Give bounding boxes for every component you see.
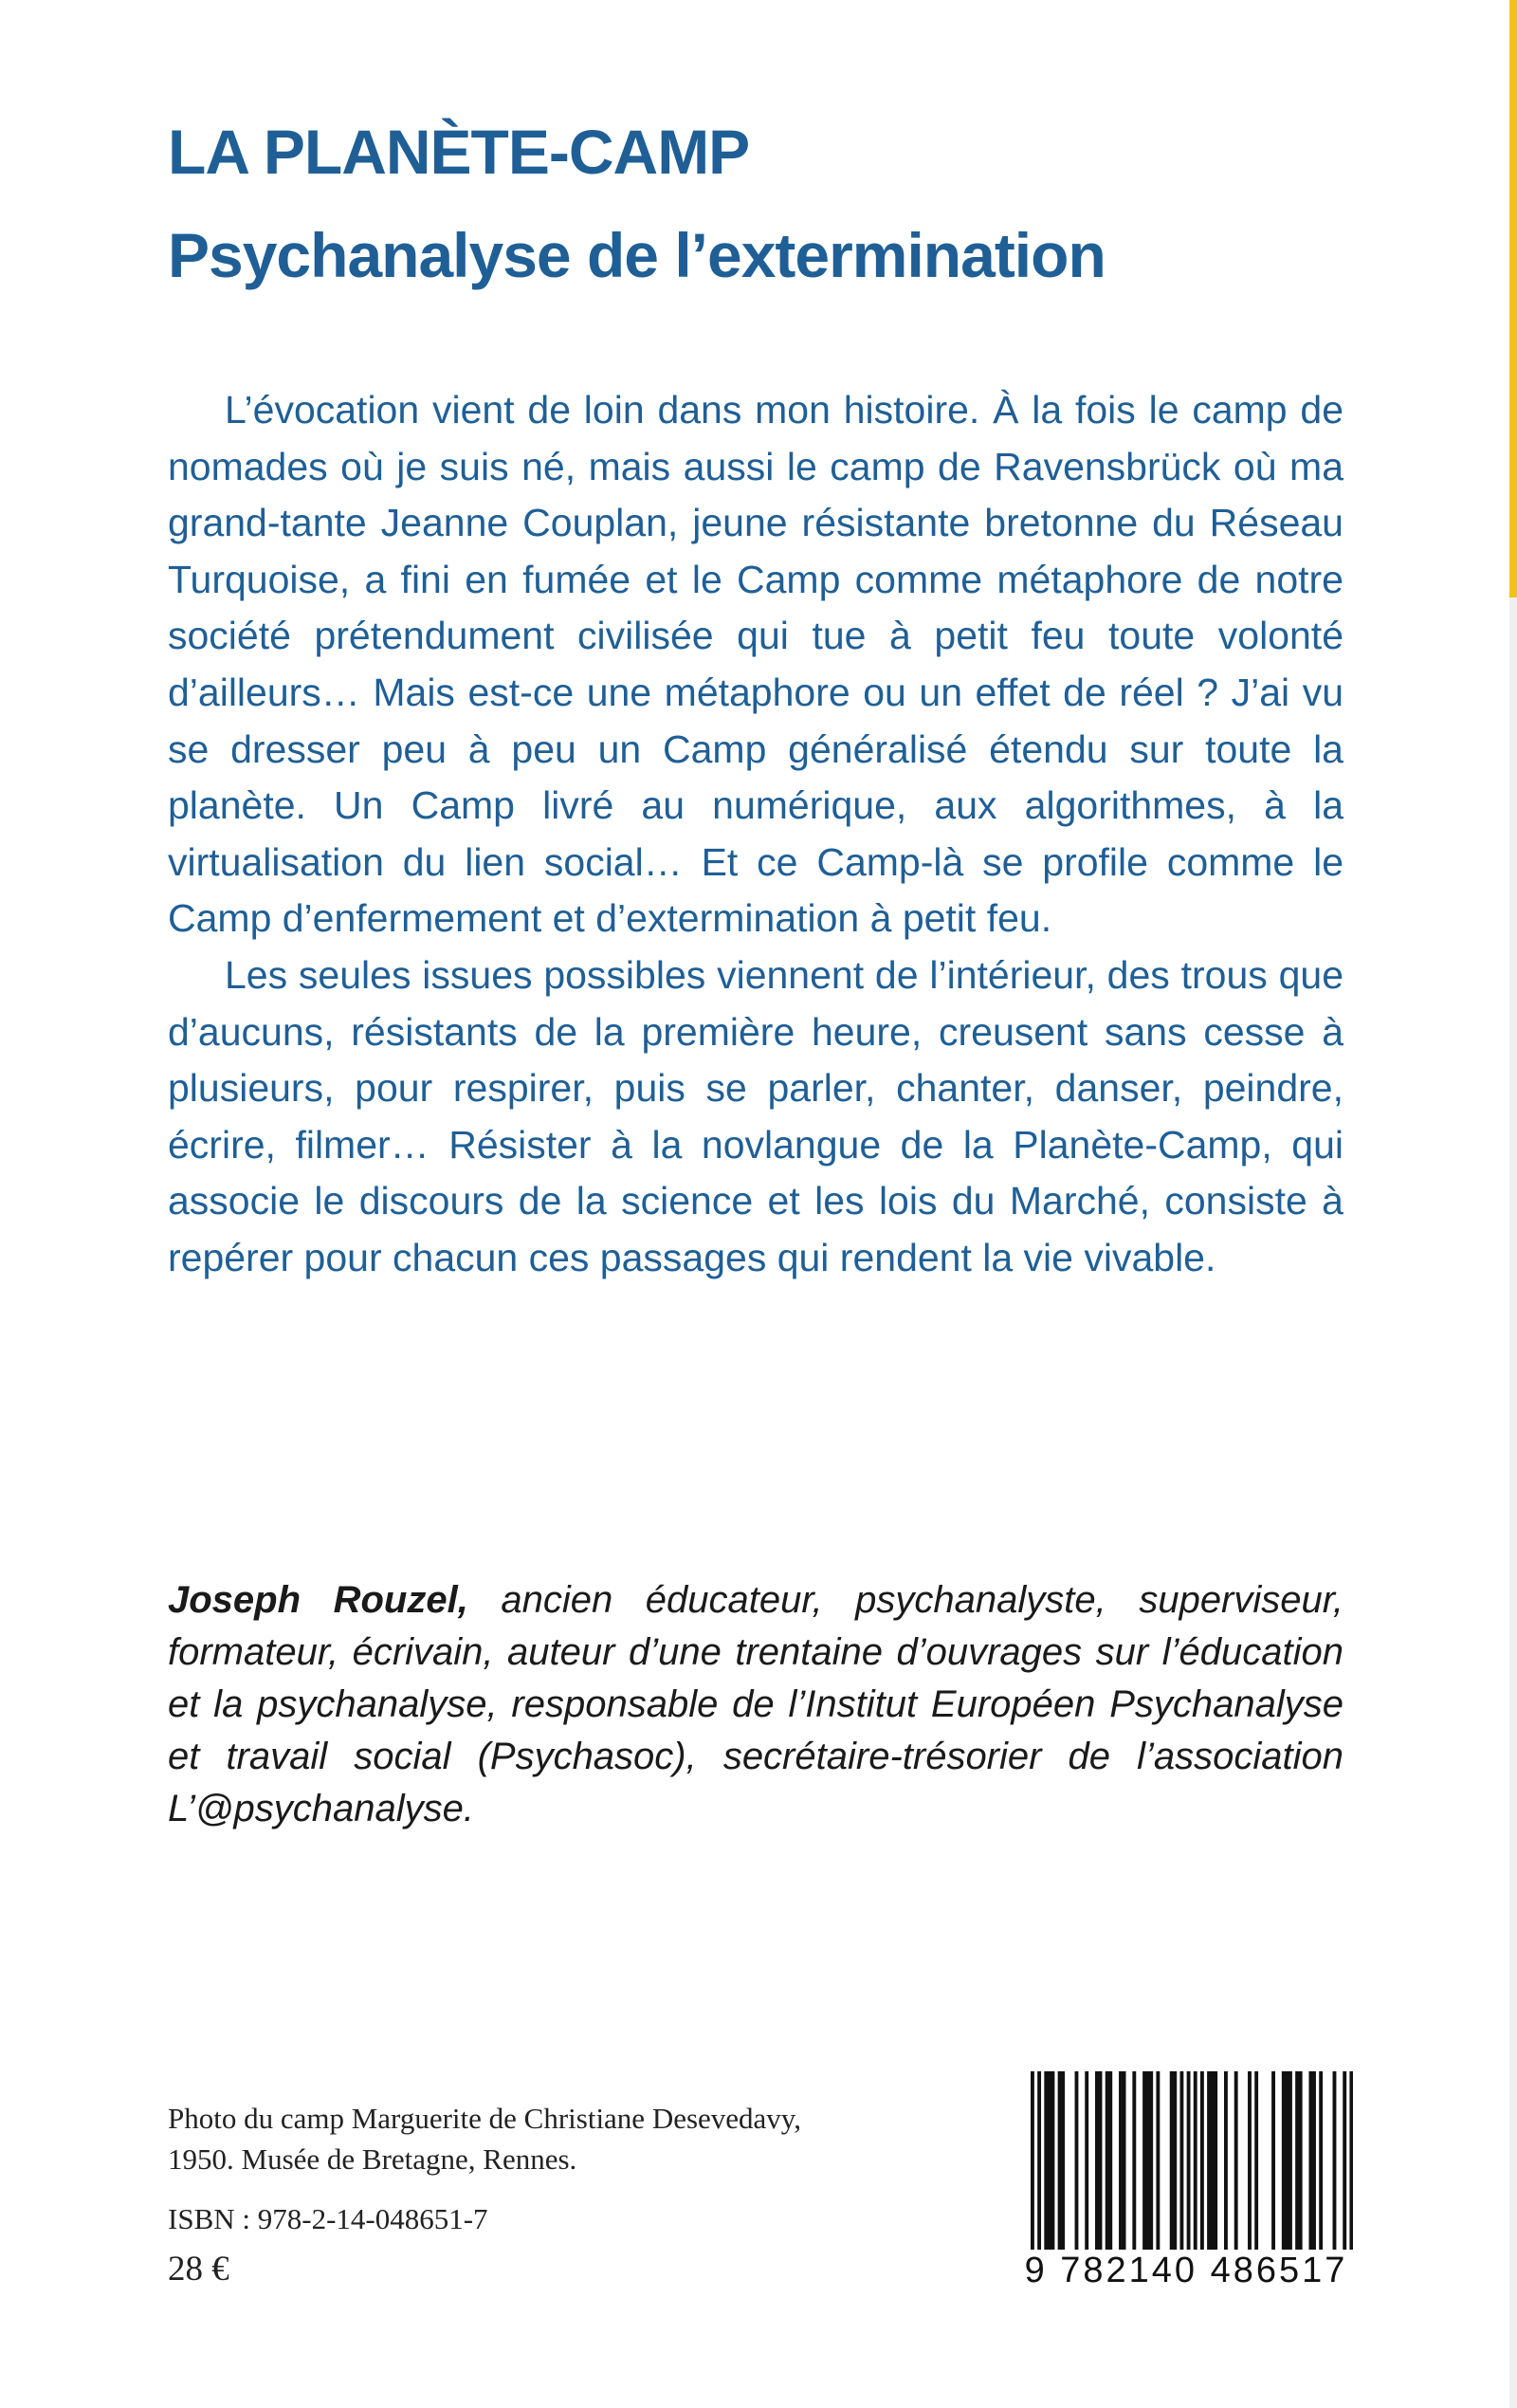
barcode-bar [1187, 2071, 1191, 2250]
barcode-bar [1349, 2071, 1353, 2250]
barcode-digits: 9 782140 486517 [1024, 2251, 1348, 2290]
spine-accent-stripe [1509, 0, 1517, 597]
barcode-bar [1285, 2071, 1289, 2250]
price: 28 € [168, 2250, 229, 2289]
barcode-bar [1224, 2071, 1228, 2250]
barcode-bar [1282, 2071, 1286, 2250]
barcode-bar [1299, 2071, 1303, 2250]
barcode-bar [1200, 2071, 1204, 2250]
barcode-bar [1333, 2071, 1337, 2250]
barcode-bar [1037, 2071, 1041, 2250]
photo-credit: Photo du camp Marguerite de Christiane Desevedavy, 1950. Musée de Bretagne, Rennes. [168, 2102, 802, 2176]
book-title: LA PLANÈTE-CAMP [168, 117, 750, 187]
barcode-bar [1108, 2071, 1112, 2250]
barcode-bar [1179, 2071, 1183, 2250]
barcode-bar [1044, 2071, 1048, 2250]
barcode-bar [1312, 2071, 1316, 2250]
barcode-bar [1295, 2071, 1299, 2250]
barcode-bar [1142, 2071, 1146, 2250]
barcode-bar [1119, 2071, 1123, 2250]
barcode-bar [1194, 2071, 1197, 2250]
barcode-bar [1214, 2071, 1217, 2250]
barcode-bar [1343, 2071, 1346, 2250]
barcode-bar [1058, 2071, 1062, 2250]
summary-paragraph: L’évocation vient de loin dans mon histoire. À la fois le camp de nomades où je suis né, mais aussi le camp de Ravensbrück où ma grand-tante Jeanne Couplan, jeune résistante bretonne du Réseau Turquoise, a fini en fumée et le Camp comme métaphore de notre société prétendument civilisée qui tue à petit feu toute volonté d’ailleurs… Mais est-ce une métaphore ou un effet de réel ? J’ai vu se dresser peu à peu un Camp généralisé étendu sur toute la planète. Un Camp livré au numérique, aux algorithmes, à la virtualisation du lien social… Et ce Camp-là se profile comme le Camp d’enfermement et d’extermination à petit feu. [168, 388, 1343, 941]
barcode-bar [1271, 2071, 1275, 2250]
author-name: Joseph Rouzel, [168, 1579, 468, 1621]
barcode-bar [1146, 2071, 1150, 2250]
barcode-bar [1308, 2071, 1312, 2250]
barcode-bar [1149, 2071, 1153, 2250]
barcode-bar [1254, 2071, 1258, 2250]
barcode-bar [1319, 2071, 1323, 2250]
book-subtitle: Psychanalyse de l’extermination [168, 220, 1106, 290]
barcode-bar [1156, 2071, 1160, 2250]
barcode-bar [1123, 2071, 1126, 2250]
barcode-bar [1099, 2071, 1103, 2250]
summary-paragraph: Les seules issues possibles viennent de l’intérieur, des trous que d’aucuns, résistants de la première heure, creusent sans cesse à plusieurs, pour respirer, puis se parler, chanter, danser, peindre, écrire, filmer… Résister à la novlangue de la Planète-Camp, qui associe le discours de la science et les lois du Marché, consiste à repérer pour chacun ces passages qui rendent la vie vivable. [168, 952, 1343, 1279]
barcode-bar [1211, 2071, 1215, 2250]
barcode-bar [1170, 2071, 1174, 2250]
author-biography [168, 1574, 1343, 1835]
isbn: ISBN : 978-2-14-048651-7 [168, 2202, 488, 2235]
barcode-bar [1095, 2071, 1099, 2250]
barcode-bar [1132, 2071, 1136, 2250]
barcode-bar [1248, 2071, 1252, 2250]
barcode-bar [1234, 2071, 1238, 2250]
barcode-bar [1048, 2071, 1051, 2250]
barcode-bar [1031, 2071, 1034, 2250]
barcode-bar [1051, 2071, 1054, 2250]
barcode-bar [1085, 2071, 1088, 2250]
barcode-bar [1075, 2071, 1079, 2250]
barcode-bars [1031, 2071, 1353, 2250]
barcode-bar [1173, 2071, 1177, 2250]
barcode-bar [1207, 2071, 1211, 2250]
author-bio-text: ancien éducateur, psychanalyste, superviseur, formateur, écrivain, auteur d’une trentaine d’ouvrages sur l’éducation et la psychanalyse, responsable de l’Institut Européen Psychanalyse et travail social (Psychasoc), secrétaire-trésorier de l’association L’@psychanalyse. [168, 1579, 1343, 1829]
barcode-bar [1289, 2071, 1292, 2250]
barcode [1008, 2071, 1364, 2310]
barcode-bar [1106, 2071, 1109, 2250]
barcode-bar [1061, 2071, 1065, 2250]
back-cover-summary [168, 382, 1343, 1287]
